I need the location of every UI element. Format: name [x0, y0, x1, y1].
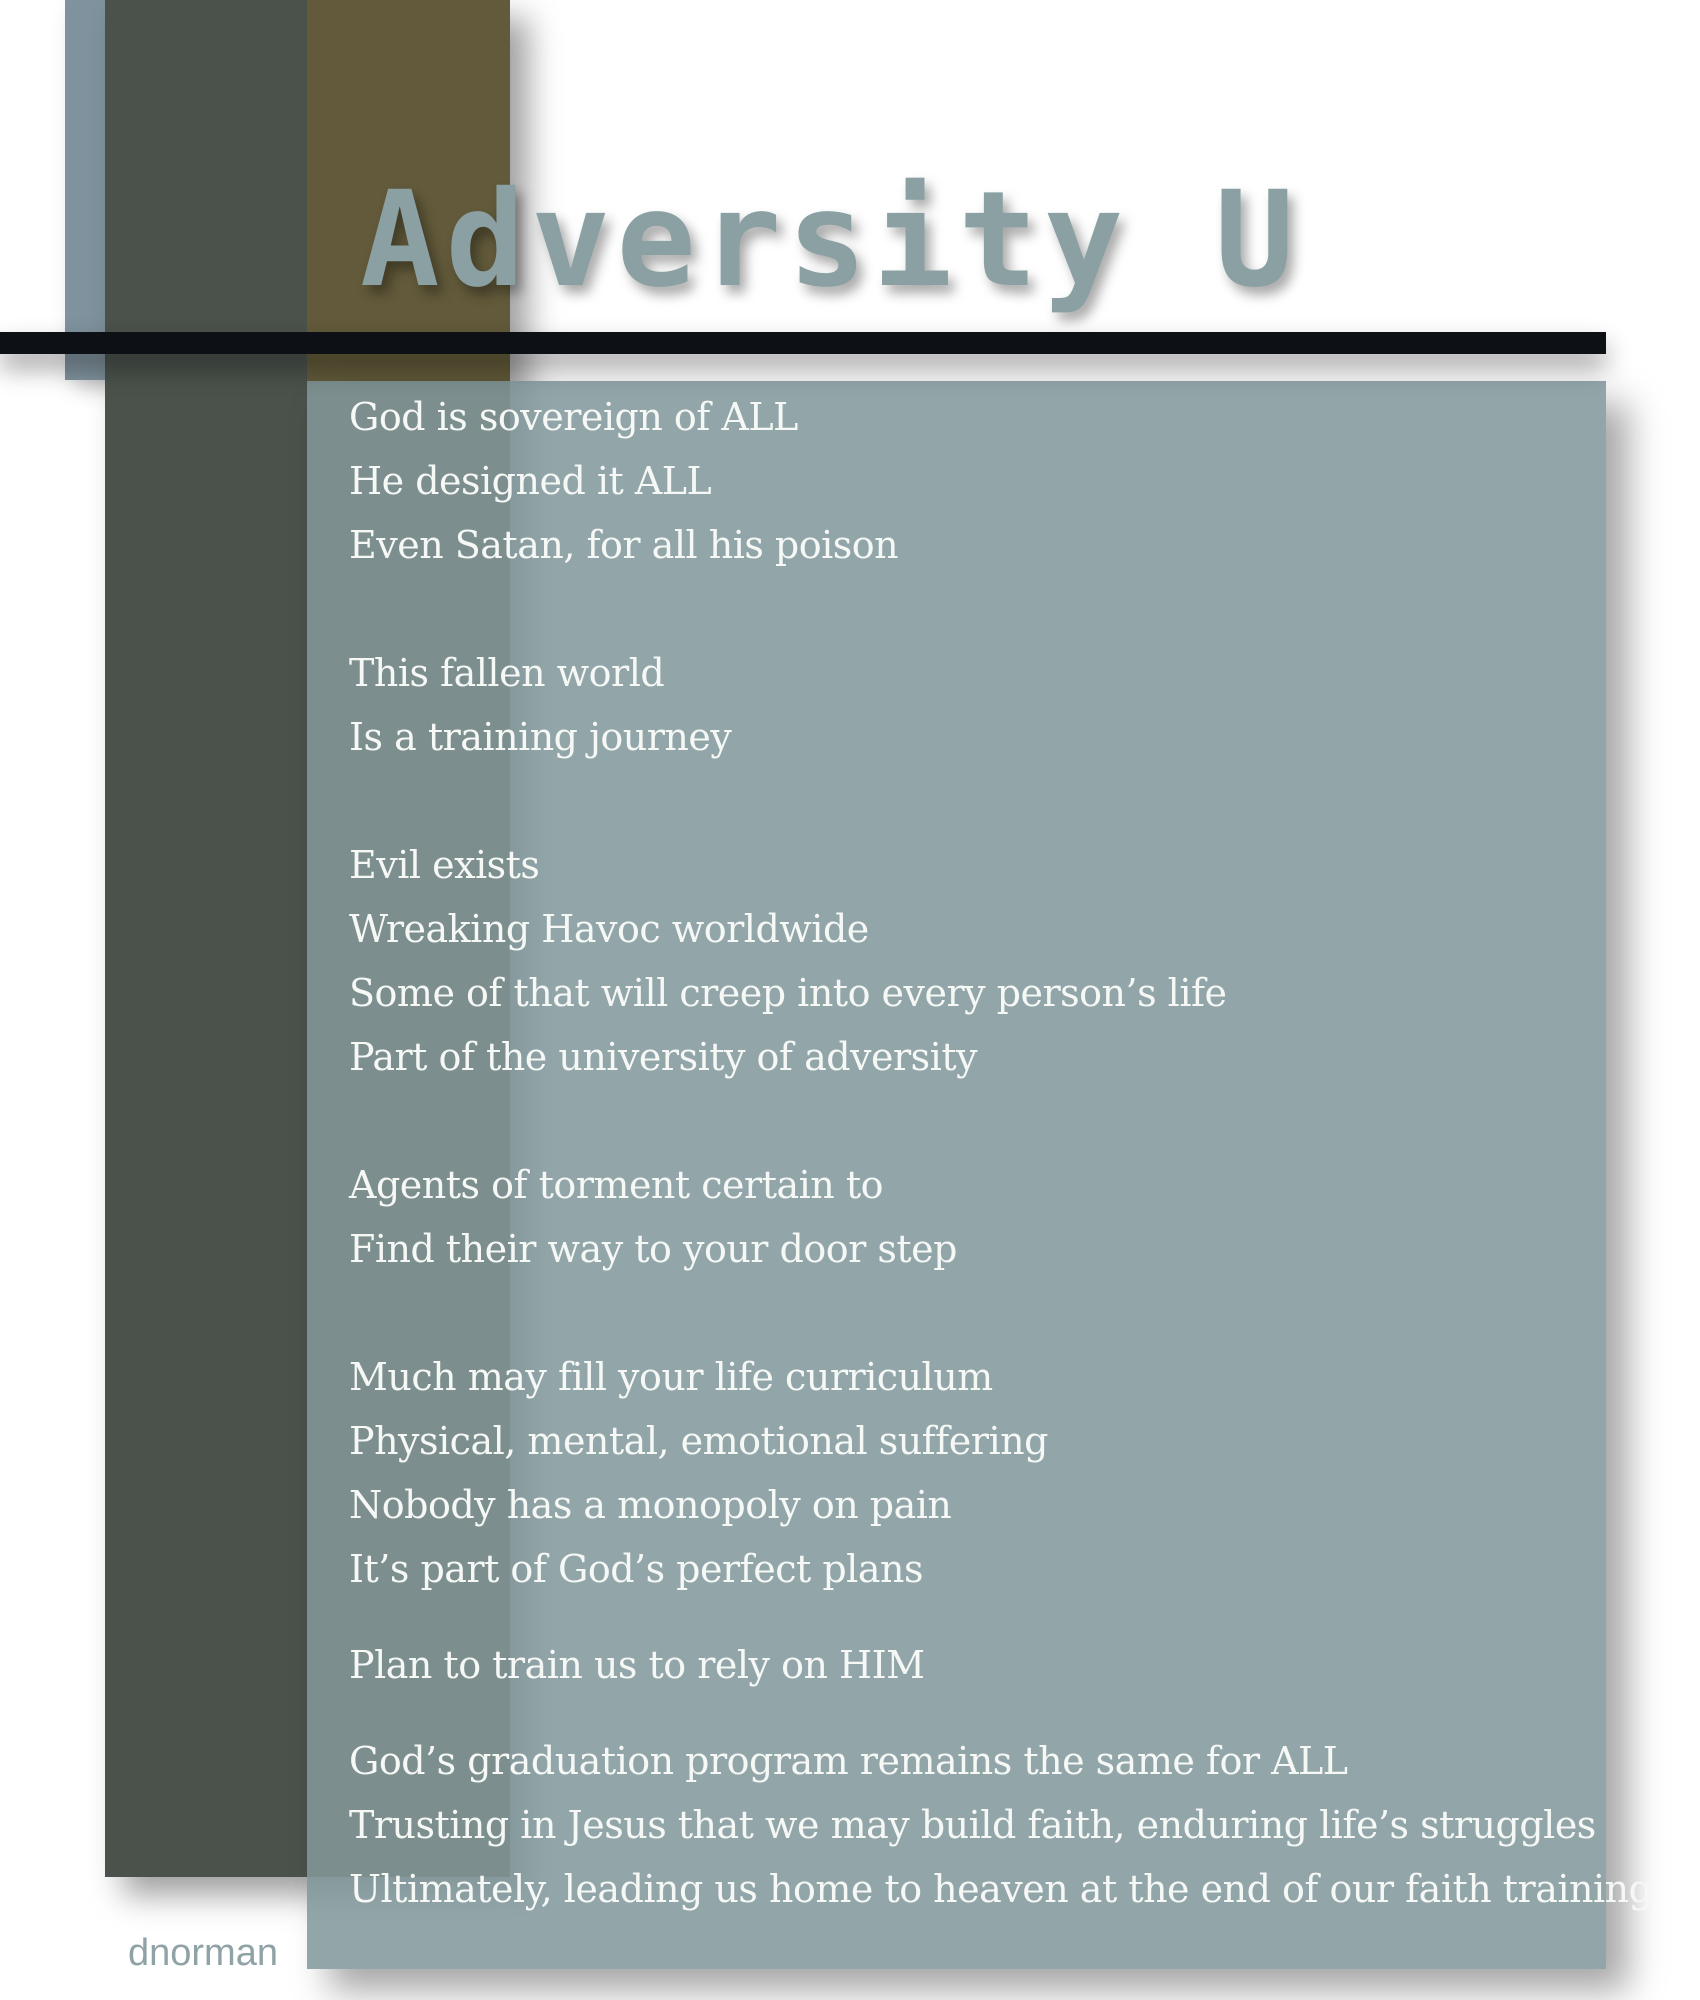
poem-line: God’s graduation program remains the same for ALL — [349, 1739, 1348, 1783]
poem-line: Nobody has a monopoly on pain — [349, 1483, 952, 1527]
title-divider — [0, 332, 1606, 354]
poem-line: He designed it ALL — [349, 459, 712, 503]
stanza — [349, 1633, 1579, 1697]
poem-line: Wreaking Havoc worldwide — [349, 907, 869, 951]
poem-line: Plan to train us to rely on HIM — [349, 1643, 925, 1687]
poem-line: Even Satan, for all his poison — [349, 523, 899, 567]
poem-line: Part of the university of adversity — [349, 1035, 978, 1079]
stanza — [349, 385, 1579, 577]
poem-line: Much may fill your life curriculum — [349, 1355, 993, 1399]
poem-line: Agents of torment certain to — [349, 1163, 883, 1207]
poem-line: This fallen world — [349, 651, 665, 695]
poem-line: Evil exists — [349, 843, 540, 887]
author-signature: dnorman — [128, 1932, 278, 1974]
poem-line: Trusting in Jesus that we may build faith, enduring life’s struggles — [349, 1803, 1596, 1847]
poem-line: It’s part of God’s perfect plans — [349, 1547, 923, 1591]
poem-line: Is a training journey — [349, 715, 732, 759]
poem-line: Some of that will creep into every person’s life — [349, 971, 1227, 1015]
poem-body — [349, 385, 1653, 1985]
stanza — [349, 1153, 1579, 1281]
poem-line: God is sovereign of ALL — [349, 395, 798, 439]
poem-line: Physical, mental, emotional suffering — [349, 1419, 1048, 1463]
poem-title: Adversity U — [360, 163, 1301, 317]
poem-line: Ultimately, leading us home to heaven at the end of our faith training — [349, 1867, 1653, 1911]
poem-line: Find their way to your door step — [349, 1227, 957, 1271]
stanza — [349, 1729, 1653, 1921]
stanza — [349, 833, 1579, 1089]
stanza — [349, 1345, 1579, 1601]
dark-accent-bar — [105, 0, 307, 1877]
stanza — [349, 641, 1579, 769]
